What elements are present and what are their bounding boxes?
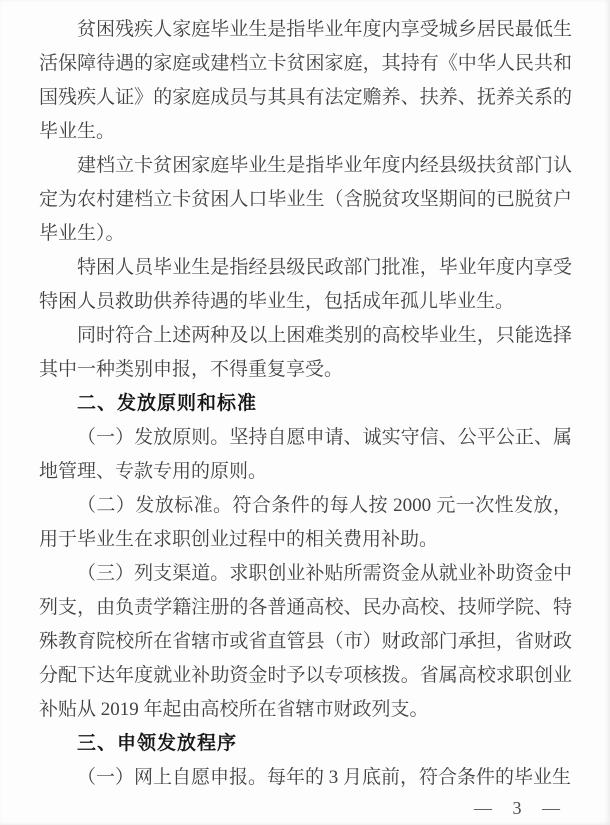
paragraph-poor-disabled-family-definition: 贫困残疾人家庭毕业生是指毕业年度内享受城乡居民最低生活保障待遇的家庭或建档立卡贫困家庭，其持有《中华人民共和国残疾人证》的家庭成员与其具有法定赡养、扶养、抚养关系的毕业生。 xyxy=(39,19,572,142)
paragraph-issuance-standard: （二）发放标准。符合条件的每人按 2000 元一次性发放，用于毕业生在求职创业过程中的相关费用补助。 xyxy=(39,495,572,550)
paragraph-online-voluntary-application: （一）网上自愿申报。每年的 3 月底前，符合条件的毕业生 xyxy=(77,767,572,788)
section-heading-issuance-principles-standards: 二、发放原则和标准 xyxy=(77,393,258,414)
section-heading-application-procedure: 三、申领发放程序 xyxy=(77,733,238,754)
paragraph-funding-channel: （三）列支渠道。求职创业补贴所需资金从就业补助资金中列支，由负责学籍注册的各普通高校、民办高校、技师学院、特殊教育院校所在省辖市或省直管县（市）财政部门承担，省财政分配下达年度就业补助资金时予以专项核拨。省属高校求职创业补贴从 2019 年起由高校所在省辖市财政列支。 xyxy=(39,563,572,720)
paragraph-extreme-poverty-person-definition: 特困人员毕业生是指经县级民政部门批准，毕业年度内享受特困人员救助供养待遇的毕业生，包括成年孤儿毕业生。 xyxy=(39,257,572,312)
paragraph-registered-poor-family-definition: 建档立卡贫困家庭毕业生是指毕业年度内经县级扶贫部门认定为农村建档立卡贫困人口毕业生（含脱贫攻坚期间的已脱贫户毕业生）。 xyxy=(39,155,572,244)
paragraph-single-category-declaration-rule: 同时符合上述两种及以上困难类别的高校毕业生，只能选择其中一种类别申报，不得重复享受。 xyxy=(39,325,572,380)
page-number: — 3 — xyxy=(474,798,568,818)
paragraph-issuance-principle: （一）发放原则。坚持自愿申请、诚实守信、公平公正、属地管理、专款专用的原则。 xyxy=(39,427,572,482)
page-footer xyxy=(0,798,610,819)
